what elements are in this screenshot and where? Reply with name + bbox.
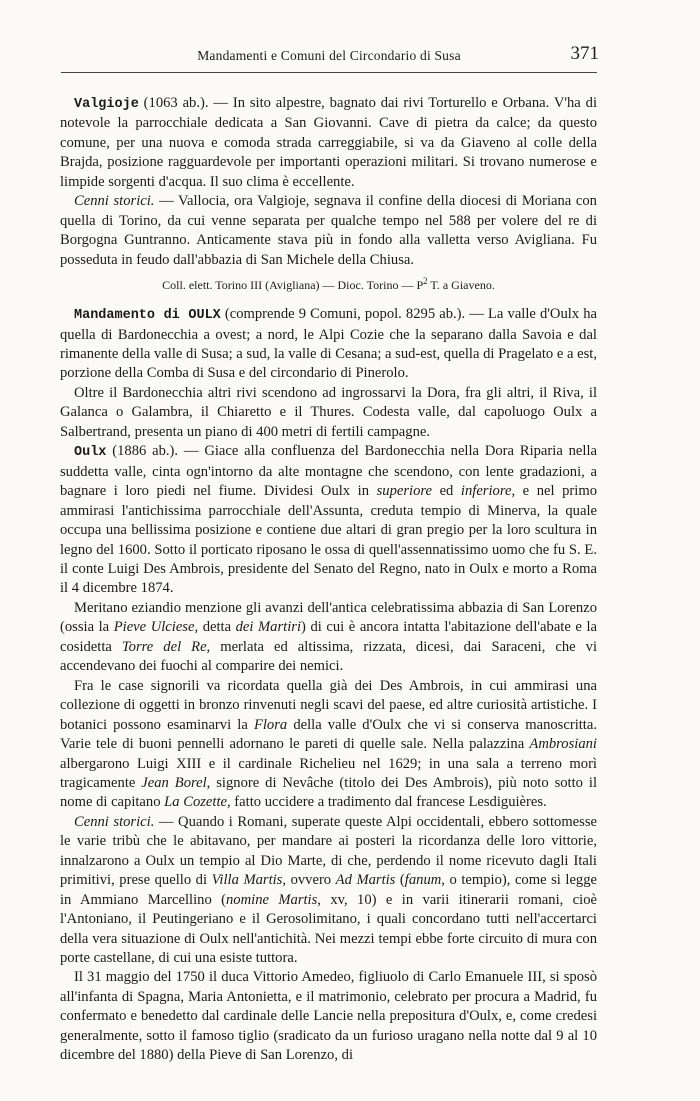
paragraph-mandamento xyxy=(60,305,597,384)
paragraph-text: Meritano eziandio menzione gli avanzi dell'antica celebratissima abbazia di San Lorenzo (ossia la xyxy=(60,599,597,636)
paragraph-text: (1886 ab.). — Giace alla confluenza del Bardonecchia nella Dora Riparia nella suddetta valle, cinta ogn'intorno da alte montagne che scendono, con lente gradazioni, a bagnare i loro piedi nel fiume. Dividesi Oulx in xyxy=(60,443,597,500)
paragraph-text: albergarono Luigi XIII e il cardinale Richelieu nel 1629; in una sala a terreno morì tragicamente xyxy=(60,755,597,791)
electoral-note xyxy=(60,277,597,293)
paragraph-text: , o tempio), come si legge in Ammiano Marcellino ( xyxy=(60,872,597,908)
paragraph-text: , e nel primo ammirasi l'antichissima parrocchiale dell'Assunta, creduta tempio di Minerva, la quale occupa una bellissima posizione e contiene due altari di gran pregio per la loro scultura in legno del 1600. Sotto il porticato riposano le ossa di quell'assennatissimo uomo che fu S. E. il conte Luigi Des Ambrois, presidente del Senato del Regno, nato in Oulx e morto a Roma il 4 dicembre 1874. xyxy=(60,483,597,597)
paragraph-oulx-storici xyxy=(60,813,597,969)
paragraph-text: , merlata ed altissima, rizzata, dicesi, dai Saraceni, che vi accendevano dei fuochi al comparire dei nemici. xyxy=(60,638,597,675)
running-header xyxy=(61,42,597,73)
italic-term: Pieve Ulciese xyxy=(113,619,195,636)
header-title: Mandamenti e Comuni del Circondario di Susa xyxy=(197,48,461,63)
paragraph-meritano xyxy=(60,599,597,677)
note-text: T. a Giaveno. xyxy=(427,278,495,293)
paragraph-31-maggio: Il 31 maggio del 1750 il duca Vittorio Amedeo, figliuolo di Carlo Emanuele III, si sposò all'infanta di Spagna, Maria Antonietta, e il matrimonio, celebrato per procura a Madrid, fu confermato e benedetto dal cardinale delle Lancie nella prepositura d'Oulx, e, come credesi generalmente, sotto il famoso tiglio (sradicato da un furioso uragano nella notte dal 9 al 10 dicembre del 1880) della Pieve di San Lorenzo, di xyxy=(60,969,597,1064)
paragraph-text: della valle d'Oulx che vi si conserva manoscritta. Varie tele di buoni pennelli adornano le pareti di quelle sale. Nella palazzina xyxy=(60,716,597,753)
italic-term: Flora xyxy=(253,716,288,733)
section-label: Cenni storici. xyxy=(74,193,155,210)
italic-term: fanum xyxy=(404,872,442,889)
paragraph-text: (1063 ab.). — In sito alpestre, bagnato dai rivi Torturello e Orbana. V'ha di notevole la parrocchiale dedicata a San Giovanni. Cave di pietra da calce; da questo comune, per una nuova e comoda strada carreggiabile, si va da Giaveno al colle della Brajda, posizione ragguardevole per importanti operazioni militari. Si trovano numerose e limpide sorgenti d'acqua. Il suo clima è eccellente. xyxy=(60,95,597,190)
italic-term: Ambrosiani xyxy=(529,736,597,753)
paragraph-valgioje-storici xyxy=(60,192,597,270)
paragraph-text: — Vallocia, ora Valgioje, segnava il confine della diocesi di Moriana con quella di Torino, da cui venne separata per qualche tempo nel 588 per volere del re di Borgogna Guntranno. Anticamente stava più in fondo alla valletta verso Avigliana. Fu posseduta in feudo dall'abbazia di San Michele della Chiusa. xyxy=(60,193,597,268)
page-number: 371 xyxy=(570,43,599,64)
entry-name: Oulx xyxy=(74,445,107,461)
italic-term: La Cozette xyxy=(164,794,227,811)
italic-term: inferiore xyxy=(460,483,512,500)
italic-term: nomine Martis xyxy=(226,891,318,908)
note-text: Coll. elett. Torino III (Avigliana) — Dioc. Torino — P xyxy=(162,278,424,293)
entry-name: Mandamento di OULX xyxy=(74,308,221,324)
paragraph-oulx xyxy=(60,442,597,599)
paragraph-text: Fra le case signorili va ricordata quella già dei Des Ambrois, in cui ammirasi una collezione di oggetti in bronzo rinvenuti negli scavi del paese, ed altre curiosità artistiche. I botanici possono esaminarvi la xyxy=(60,677,597,733)
paragraph-text: , signore di Nevâche (titolo dei Des Ambrois), più noto sotto il nome di capitano xyxy=(60,774,598,811)
italic-term: superiore xyxy=(376,483,432,500)
paragraph-text: — Quando i Romani, superate queste Alpi occidentali, ebbero sottomesse le varie tribù che le abitavano, per mandare ai posteri la ricordanza delle loro vittorie, innalzarono a Oulx un tempio al Dio Marte, di che, perdendo il nome ricevuto dagli Itali primitivi, prese quello di xyxy=(60,813,597,889)
paragraph-text: , xv, 10) e in varii itinerarii romani, cioè l'Antoniano, il Peutingeriano e il Gerosolimitano, i quali concordano tutti nell'accertarci della vera situazione di Oulx nell'antichità. Nei mezzi tempi ebbe forte circuito di mura con porte castellane, di cui una esiste tuttora. xyxy=(60,891,597,967)
italic-term: Villa Martis xyxy=(211,872,283,889)
note-sup: 2 xyxy=(423,276,428,287)
paragraph-text: (comprende 9 Comuni, popol. 8295 ab.). — La valle d'Oulx ha quella di Bardonecchia a ovest; a nord, le Alpi Cozie che la separano dalla Savoia e dal rimanente della valle di Susa; a sud, la valle di Cesana; a sud-est, quella di Pragelato e a est, porzione della Comba di Susa e del circondario di Pinerolo. xyxy=(60,306,598,382)
paragraph-text: , detta xyxy=(194,619,236,636)
italic-term: Torre del Re xyxy=(121,638,207,655)
paragraph-text: ) di cui è ancora intatta l'abitazione dell'abate e la cosidetta xyxy=(60,619,597,655)
section-label: Cenni storici. xyxy=(74,813,155,830)
italic-term: Ad Martis xyxy=(335,872,396,889)
page-body xyxy=(60,94,597,1066)
italic-term: dei Martiri xyxy=(235,619,302,636)
paragraph-text: ed xyxy=(432,483,461,500)
paragraph-text: , ovvero xyxy=(282,872,336,889)
paragraph-oltre: Oltre il Bardonecchia altri rivi scendono ad ingrossarvi la Dora, fra gli altri, il Riva, il Galanca o Galambra, il Chiaretto e il Thures. Codesta valle, dal capoluogo Oulx a Salbertrand, presenta un piano di 400 metri di fertili campagne. xyxy=(60,384,597,440)
paragraph-valgioje xyxy=(60,94,597,192)
paragraph-text: ( xyxy=(395,872,405,889)
italic-term: Jean Borel xyxy=(141,774,207,791)
paragraph-text: , fatto uccidere a tradimento dal francese Lesdiguières. xyxy=(227,794,547,811)
entry-name: Valgioje xyxy=(74,97,139,112)
paragraph-fra xyxy=(60,677,597,813)
